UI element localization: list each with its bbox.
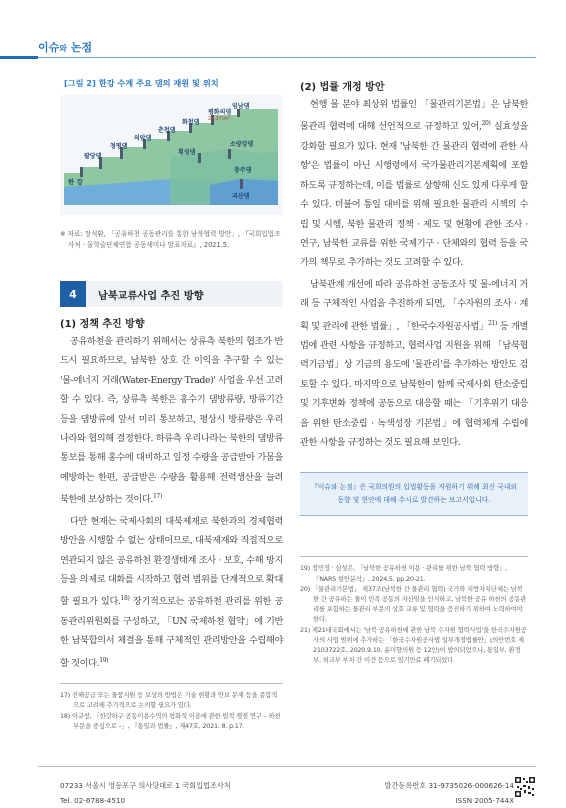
page-footer xyxy=(0,762,566,805)
dam-label-cheongpyeong: 청평댐 xyxy=(110,143,128,150)
dam-label-peace: 평화의댐 xyxy=(208,109,232,116)
paragraph-1: 공유하천을 관리하기 위해서는 상류측 북한의 협조가 반드시 필요하므로, 남북한 상호 간 이익을 추구할 수 있는 '물-에너지 거래(Water-Energy Trade)' 사업을 우선 고려할 수 있다. 즉, 상류측 북한은 홍수기 댐방류량, 방류기간 등을 댐방류에 앞서 미리 통보하고, 평상시 방류량은 우리나라와 협의해 결정한다. 하류측 우리나라는 북한의 댐방류 통보를 통해 홍수에 대비하고 일정 수량을 공급받아 가뭄을 예방하는 한편, 공급받은 수량을 활용해 전력생산을 늘려 북한에 보상하는 것이다.$^{17)}$ xyxy=(60,336,283,506)
dam-cap-peace: 26.3억m³ xyxy=(208,117,230,122)
footnote-18: 18) 이규창, 「한강하구 공동이용수역의 평화적 이용에 관한 법적 쟁점 연구 – 하천 부문을 중심으로 –」, 『통일과 법률』, 제47호, 2021. 8. p.17. xyxy=(60,711,281,730)
section-title: 남북교류사업 추진 방향 xyxy=(98,290,204,302)
figure-source-note: ※ 자료: 장석환, 「공유하천 공동관리를 통한 남북협력 방안」, 『국회입법조사처 · 물학술단체연합 공동세미나 발표자료』, 2021.5. xyxy=(60,230,281,249)
section-number: 4 xyxy=(60,281,86,307)
dam-figure xyxy=(60,95,283,215)
paragraph-3: 현행 물 분야 최상위 법률인 「물관리기본법」은 남북한 물관리 협력에 대해 선언적으로 규정하고 있어,$^{20)}$ 실효성을 강화할 필요가 있다. 현재 '남북한 간 물관리 협력에 관한 사항'은 법률이 아닌 시행령에서 국가물관리기본계획에 포함하도록 규정하는데, 이를 법률로 상향해 신도 있게 다루게 할 수 있다. 더불어 통일 대비를 위해 필요한 물관리 시책의 수립 및 시행, 북한 물관리 정책 · 제도 및 현황에 관한 조사 · 연구, 남북한 교류를 위한 국제기구 · 단체와의 협력 등을 국가의 책무로 추가하는 것도 고려할 수 있다. xyxy=(300,99,529,269)
footnote-19: 19) 정민정 · 심성은, 「남북한 공유하천 이용 · 관리를 위한 남북 협력 방향」, 『NARS 현안분석』, 2024.5. pp.20-21. xyxy=(300,564,508,583)
dam-label-uiam: 의암댐 xyxy=(134,135,152,142)
footer-divider xyxy=(38,766,536,767)
header-title: 이슈와 논점 xyxy=(38,41,93,54)
dam-label-goesan: 괴산댐 xyxy=(232,193,250,200)
page-header xyxy=(0,0,566,58)
subheading-law: (2) 법률 개정 방안 xyxy=(300,82,385,93)
left-column xyxy=(60,78,283,731)
paragraph-4: 남북관계 개선에 따라 공유하천 공동조사 및 물-에너지 거래 등 구체적인 사업을 추진하게 되면, 「수자원의 조사 · 계획 및 관리에 관한 법률」, 「한국수자원공사법」$^{21)}$ 등 개별법에 관련 사항을 규정하고, 협력사업 지원을 위해 「남북협력기금법」상 기금의 용도에 '물관리'를 추가하는 방안도 검토할 수 있다. 마지막으로 남북한이 함께 국제사회 탄소중립 및 기후변화 정책에 공동으로 대응할 때는 「기후위기 대응을 위한 탄소중립 · 녹색성장 기본법」에 협력체계 수립에 관한 사항을 규정하는 것도 필요해 보인다. xyxy=(300,278,528,449)
dam-label-chuncheon: 춘천댐 xyxy=(158,127,176,134)
footnote-20: 20) 「물관리기본법」 제37조(남북한 간 물관리 협력) 국가와 지방자치단체는 남북한 간 공유하는 물이 민족 공동의 자산임을 인식하고, 남북한 공유 하천의 공동관리를 포함하는 물관리 부문의 상호 교류 및 협력을 증진하기 위하여 노력하여야 한다. xyxy=(300,584,527,624)
dam-label-imnam: 임남댐 xyxy=(232,103,250,110)
header-accent-bar xyxy=(0,56,38,59)
header-divider xyxy=(38,57,536,58)
footnote-17: 17) 진해공급 또는 물품지원 등 보상의 방법은 기술 현황과 안보 문제 등을 종합적으로 고려해 추가적으로 논의할 필요가 있다. xyxy=(60,691,278,710)
section-heading xyxy=(60,281,283,307)
qr-code-icon[interactable] xyxy=(514,776,536,798)
footnotes-right xyxy=(300,556,528,665)
dam-label-hwacheon: 화천댐 xyxy=(182,119,200,126)
footer-address: 07233 서울시 영등포구 의사당대로 1 국회입법조사처 Tel. 02-6788-4510 xyxy=(60,781,231,805)
publication-notice: 『이슈와 논점』은 국회의원의 입법활동을 지원하기 위해 최신 국내외 동향 및 현안에 대해 수시로 발간하는 보고서입니다. xyxy=(300,472,528,516)
figure-caption: [그림 2] 한강 수계 주요 댐의 재원 및 위치 xyxy=(64,78,219,88)
dam-label-chungju: 충주댐 xyxy=(234,167,252,174)
subheading-policy: (1) 정책 추진 방향 xyxy=(60,319,145,330)
footnotes-left xyxy=(60,683,283,731)
dam-label-soyang: 소양강댐 xyxy=(230,141,254,148)
river-label: 한 강 xyxy=(68,178,83,186)
dam-label-paldang: 팔당댐 xyxy=(84,153,102,160)
right-column xyxy=(300,78,528,665)
footer-registration: 발간등록번호 31-9735026-000626-14 ISSN 2005-744X xyxy=(384,781,514,805)
dam-label-hoengseong: 횡성댐 xyxy=(178,149,196,156)
paragraph-2: 다만 현재는 국제사회의 대북제재로 북한과의 경제협력 방안을 시행할 수 없는 상태이므로, 대북제재와 직접적으로 연관되지 않은 공유하천 환경생태계 조사 · 보호, 수해 방지 등을 의제로 대화를 시작하고 협력 범위를 단계적으로 확대할 필요가 있다.$^{18)}$ 장기적으로는 공유하천 관리를 위한 공동관리위원회를 구성하고, 「UN 국제하천 협약」에 기반한 남북합의서 체결을 통해 구체적인 관리방안을 수립해야 할 것이다.$^{19)}$ xyxy=(60,515,283,669)
footnote-21: 21) 제21대국회에서는 '남북 공유하천에 관한 남북 수자원 협력사업'을 한국수자원공사의 사업 범위에 추가하는 「한국수자원공사법 일부개정법률안」(의안번호 제2103722호, 2020.9.10. 윤미향의원 등 12인)이 발의되었으나, 통일부, 환경부, 외교부 부처 간 이견 등으로 임기만료 폐기되었다. xyxy=(300,625,527,665)
